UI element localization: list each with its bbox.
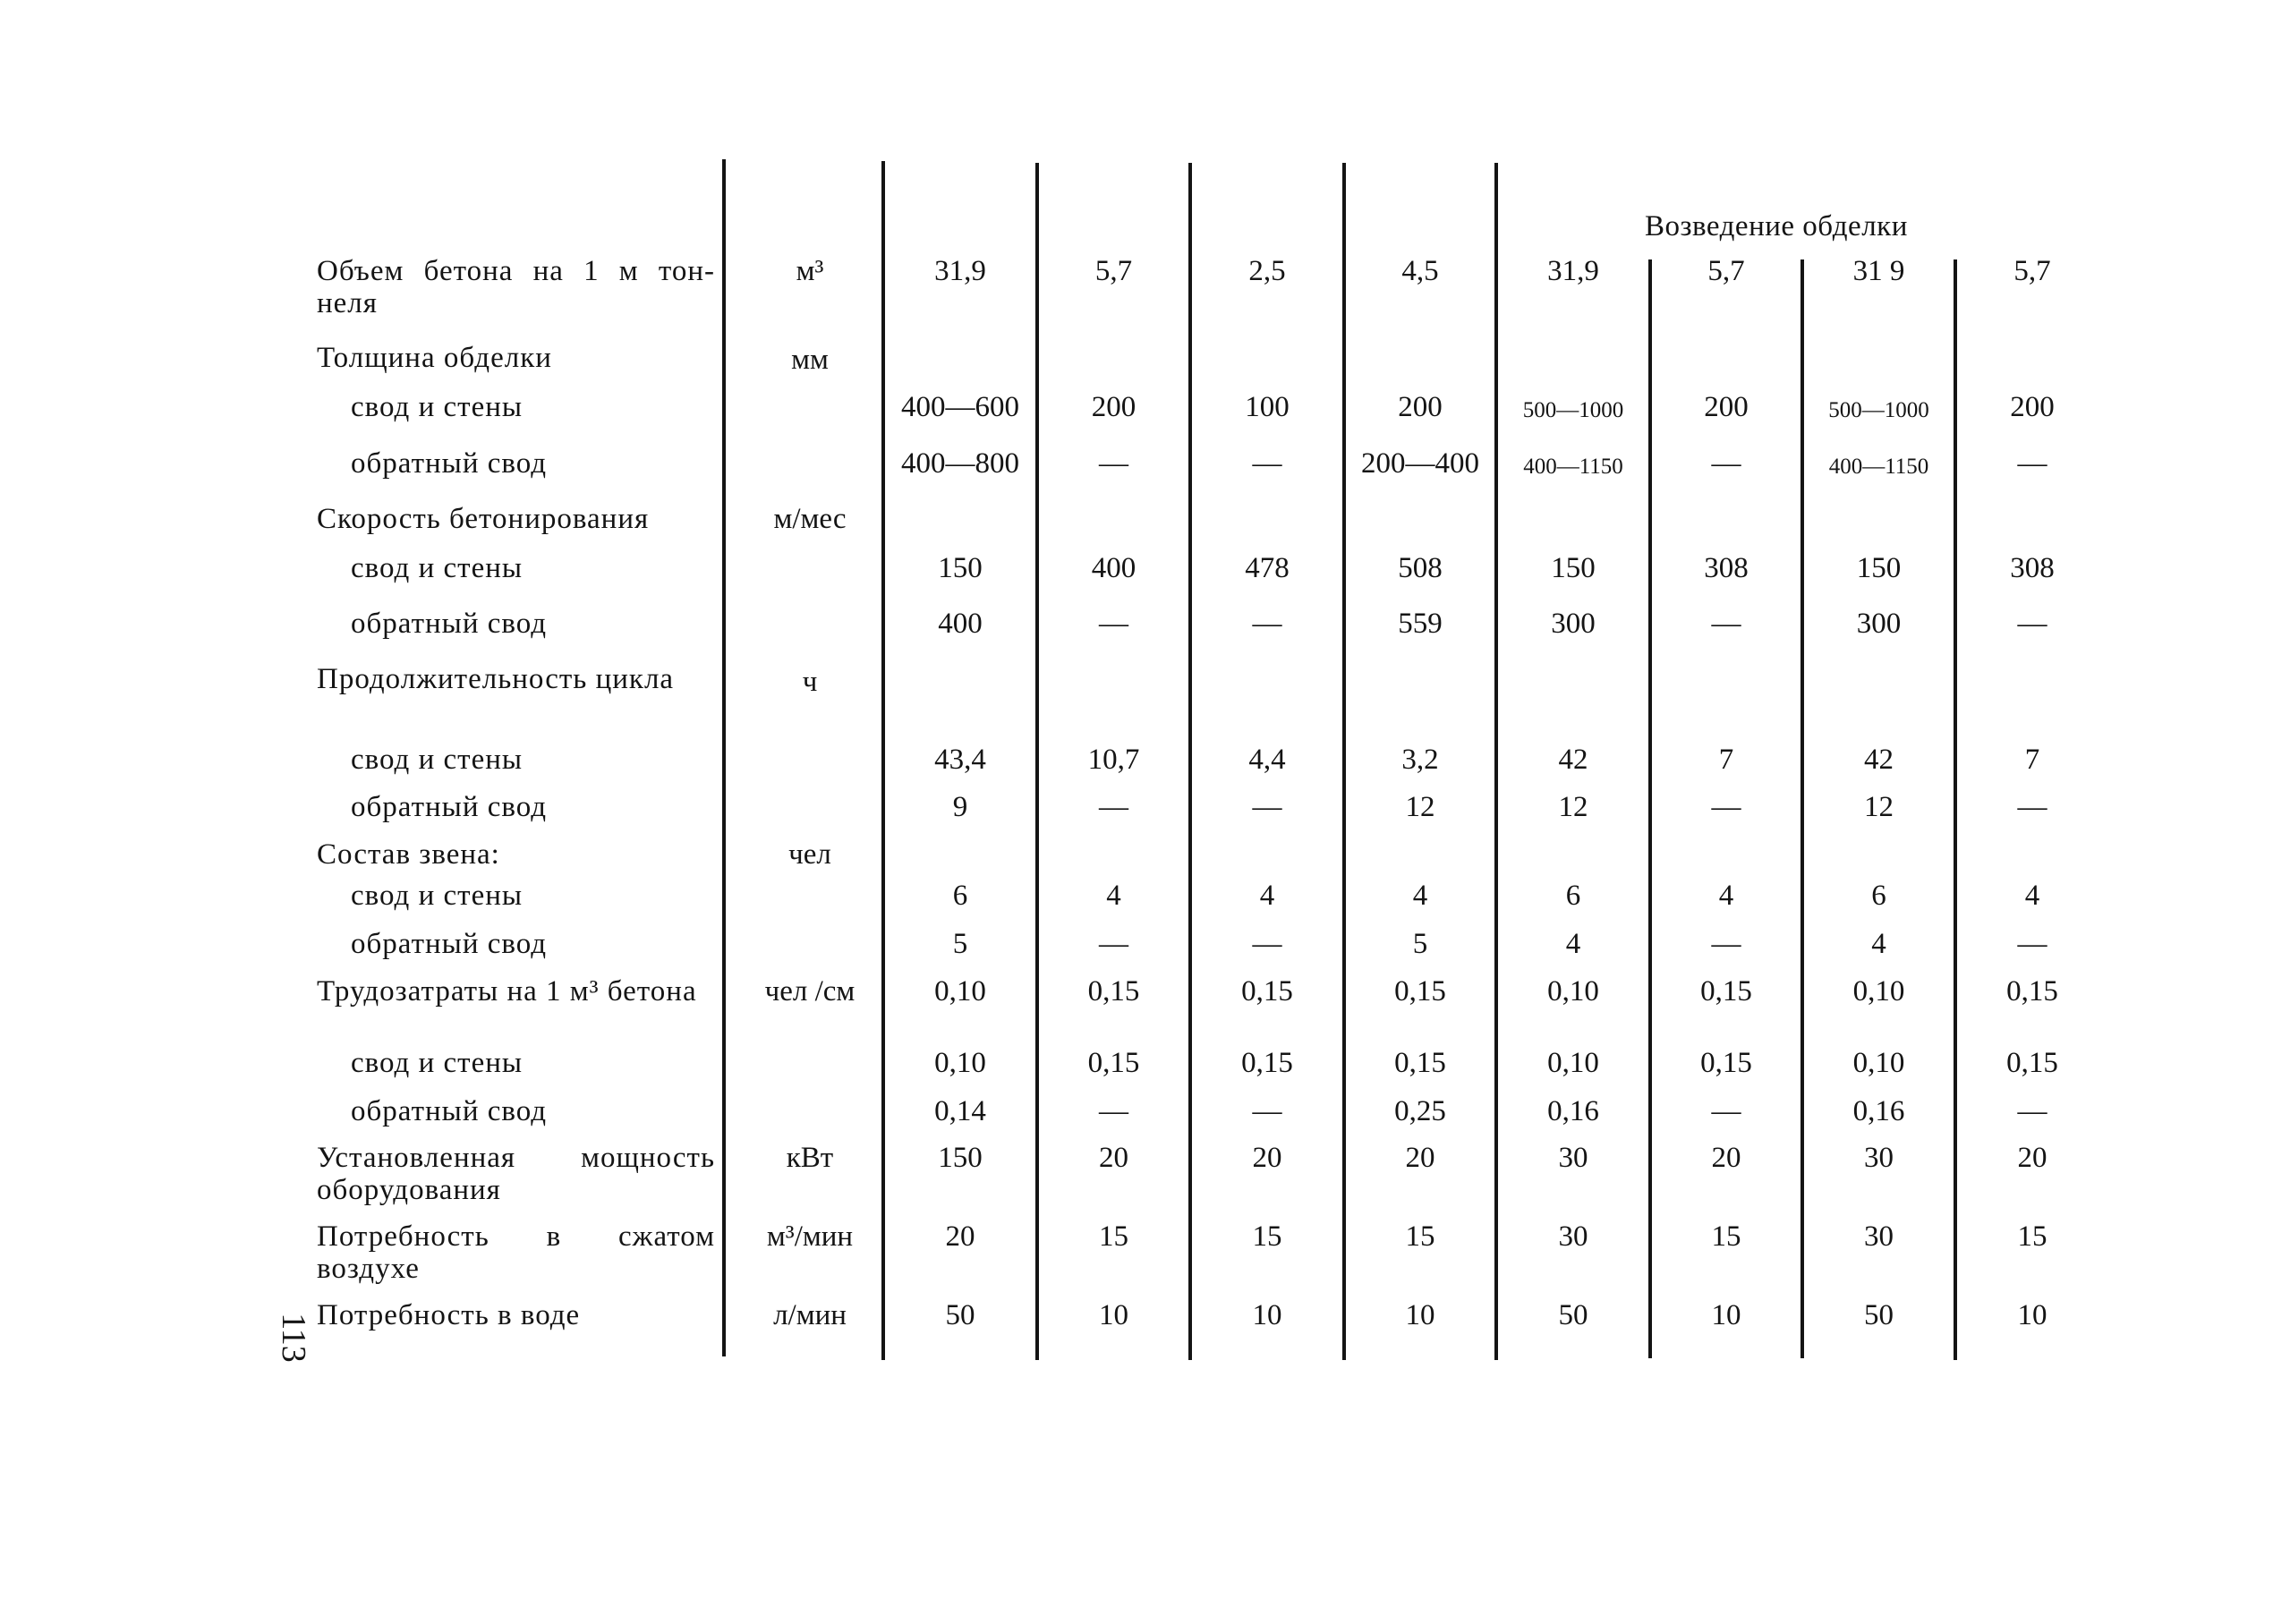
- table-cell: 10: [2017, 1299, 2047, 1331]
- table-cell: 6: [1871, 880, 1886, 912]
- unit-cell: ч: [802, 666, 818, 698]
- row-label: Скорость бетонирования: [317, 503, 650, 535]
- table-cell: 500—1000: [1522, 398, 1624, 422]
- table-cell: 300: [1856, 608, 1902, 640]
- table-cell: 12: [1864, 791, 1894, 823]
- table-cell: 0,16: [1852, 1095, 1905, 1127]
- table-cell: 30: [1864, 1142, 1894, 1174]
- table-cell: 4: [1871, 928, 1886, 960]
- row-label: Объем бетона на 1 м тон-неля: [317, 255, 715, 319]
- table-cell: 0,15: [1394, 975, 1446, 1008]
- table-cell: 0,15: [2006, 1047, 2058, 1079]
- unit-cell: кВт: [786, 1142, 834, 1174]
- table-cell: 31,9: [934, 255, 986, 287]
- table-cell: 15: [1099, 1220, 1128, 1253]
- table-cell: 42: [1864, 744, 1894, 776]
- table-cell: 4: [1565, 928, 1581, 960]
- table-cell: 0,10: [1852, 975, 1905, 1008]
- unit-cell: чел /см: [764, 975, 856, 1008]
- table-cell: 10: [1711, 1299, 1741, 1331]
- table-cell: —: [1252, 447, 1282, 480]
- table-cell: —: [1252, 1095, 1282, 1127]
- table-cell: 500—1000: [1828, 398, 1929, 422]
- table-cell: —: [1099, 608, 1128, 640]
- table-cell: —: [1711, 608, 1741, 640]
- table-cell: 4: [1412, 880, 1428, 912]
- table-cell: 308: [1704, 552, 1749, 584]
- table-cell: 200: [1704, 391, 1749, 423]
- table-cell: —: [2017, 928, 2047, 960]
- table-cell: —: [1711, 928, 1741, 960]
- column-rule: [722, 159, 726, 1356]
- table-cell: 4: [1718, 880, 1734, 912]
- table-cell: 10: [1099, 1299, 1128, 1331]
- table-cell: 0,15: [2006, 975, 2058, 1008]
- table-cell: 4,4: [1248, 744, 1286, 776]
- row-label: обратный свод: [351, 608, 548, 640]
- table-cell: 31,9: [1547, 255, 1599, 287]
- table-cell: 200: [1091, 391, 1136, 423]
- table-cell: —: [1099, 928, 1128, 960]
- row-label: свод и стены: [351, 744, 524, 776]
- table-cell: 559: [1398, 608, 1443, 640]
- table-cell: 400: [938, 608, 983, 640]
- table-cell: 50: [1864, 1299, 1894, 1331]
- table-cell: 0,14: [934, 1095, 986, 1127]
- table-cell: —: [2017, 791, 2047, 823]
- table-cell: 30: [1558, 1220, 1588, 1253]
- table-cell: 15: [1252, 1220, 1282, 1253]
- table-cell: 5,7: [1094, 255, 1133, 287]
- row-label: обратный свод: [351, 791, 548, 823]
- table-cell: 20: [2017, 1142, 2047, 1174]
- table-cell: —: [2017, 1095, 2047, 1127]
- table-cell: —: [1252, 791, 1282, 823]
- table-cell: 0,15: [1087, 1047, 1140, 1079]
- table-cell: 12: [1558, 791, 1588, 823]
- table-cell: 0,15: [1241, 1047, 1293, 1079]
- row-label: Толщина обделки: [317, 342, 552, 374]
- table-cell: 0,15: [1700, 975, 1752, 1008]
- table-cell: 400—600: [901, 391, 1019, 423]
- table-cell: 7: [2024, 744, 2040, 776]
- table-cell: 30: [1864, 1220, 1894, 1253]
- table-cell: 43,4: [934, 744, 986, 776]
- table-cell: 0,15: [1700, 1047, 1752, 1079]
- table-cell: 31 9: [1852, 255, 1905, 287]
- table-cell: 3,2: [1401, 744, 1439, 776]
- table-cell: 400—1150: [1523, 455, 1623, 479]
- table-cell: —: [1711, 1095, 1741, 1127]
- column-group-title: Возведение обделки: [1645, 210, 1908, 242]
- table-cell: 15: [1711, 1220, 1741, 1253]
- table-cell: 150: [938, 1142, 983, 1174]
- table-cell: 0,10: [1547, 975, 1599, 1008]
- table-cell: 4: [1106, 880, 1121, 912]
- table-cell: 20: [1099, 1142, 1128, 1174]
- table-cell: 0,15: [1087, 975, 1140, 1008]
- row-label: свод и стены: [351, 391, 524, 423]
- table-cell: 200: [2010, 391, 2055, 423]
- table-cell: 7: [1718, 744, 1734, 776]
- table-cell: 200—400: [1361, 447, 1479, 480]
- table-cell: 10: [1252, 1299, 1282, 1331]
- table-cell: —: [1711, 447, 1741, 480]
- table-cell: 0,16: [1547, 1095, 1599, 1127]
- row-label: свод и стены: [351, 552, 524, 584]
- unit-cell: чел: [788, 838, 831, 871]
- row-label: свод и стены: [351, 880, 524, 912]
- table-cell: 5,7: [2013, 255, 2051, 287]
- table-cell: 20: [1405, 1142, 1435, 1174]
- table-cell: —: [1252, 608, 1282, 640]
- table-cell: 20: [945, 1220, 975, 1253]
- table-cell: 0,10: [1547, 1047, 1599, 1079]
- unit-cell: мм: [791, 344, 829, 376]
- table-cell: 100: [1245, 391, 1290, 423]
- table-cell: 400—800: [901, 447, 1019, 480]
- unit-cell: м³: [796, 255, 824, 287]
- table-cell: 5: [952, 928, 968, 960]
- table-cell: 9: [952, 791, 968, 823]
- row-label: обратный свод: [351, 447, 548, 480]
- table-cell: 10: [1405, 1299, 1435, 1331]
- table-cell: 6: [952, 880, 968, 912]
- row-label: Установленная мощность оборудования: [317, 1142, 715, 1206]
- table-cell: 400—1150: [1828, 455, 1929, 479]
- table-cell: 5,7: [1707, 255, 1745, 287]
- table-cell: 12: [1405, 791, 1435, 823]
- table-cell: 200: [1398, 391, 1443, 423]
- table-cell: 308: [2010, 552, 2055, 584]
- table-cell: 5: [1412, 928, 1428, 960]
- table-cell: —: [2017, 608, 2047, 640]
- table-cell: —: [1099, 447, 1128, 480]
- table-cell: 20: [1252, 1142, 1282, 1174]
- unit-cell: л/мин: [773, 1299, 847, 1331]
- table-cell: 50: [945, 1299, 975, 1331]
- table-cell: 150: [938, 552, 983, 584]
- table-cell: 15: [1405, 1220, 1435, 1253]
- table-cell: —: [2017, 447, 2047, 480]
- row-label: обратный свод: [351, 1095, 548, 1127]
- row-label: Потребность в сжатом воздухе: [317, 1220, 715, 1285]
- table-cell: 30: [1558, 1142, 1588, 1174]
- row-label: Потребность в воде: [317, 1299, 581, 1331]
- table-cell: 400: [1091, 552, 1136, 584]
- table-cell: 150: [1551, 552, 1596, 584]
- table-cell: 300: [1551, 608, 1596, 640]
- table-cell: 478: [1245, 552, 1290, 584]
- table-cell: 10,7: [1087, 744, 1140, 776]
- table-cell: 0,15: [1241, 975, 1293, 1008]
- table-cell: 0,10: [934, 975, 986, 1008]
- row-label: обратный свод: [351, 928, 548, 960]
- unit-cell: м/мес: [773, 503, 847, 535]
- table-cell: 2,5: [1248, 255, 1286, 287]
- row-label: свод и стены: [351, 1047, 524, 1079]
- table-cell: —: [1099, 791, 1128, 823]
- unit-cell: м³/мин: [766, 1220, 854, 1253]
- table-cell: 4: [1259, 880, 1275, 912]
- table-cell: 150: [1856, 552, 1902, 584]
- table-cell: 4: [2024, 880, 2040, 912]
- table-cell: 15: [2017, 1220, 2047, 1253]
- row-label: Трудозатраты на 1 м³ бетона: [317, 975, 697, 1008]
- table-cell: —: [1252, 928, 1282, 960]
- table-cell: 0,25: [1394, 1095, 1446, 1127]
- table-cell: 6: [1565, 880, 1581, 912]
- table-cell: 0,10: [1852, 1047, 1905, 1079]
- table-cell: 0,10: [934, 1047, 986, 1079]
- table-cell: 20: [1711, 1142, 1741, 1174]
- row-label: Состав звена:: [317, 838, 500, 871]
- table-cell: 42: [1558, 744, 1588, 776]
- table-cell: 0,15: [1394, 1047, 1446, 1079]
- table-cell: 4,5: [1401, 255, 1439, 287]
- row-label: Продолжительность цикла: [317, 663, 675, 695]
- table-cell: 50: [1558, 1299, 1588, 1331]
- table-cell: —: [1711, 791, 1741, 823]
- page-number: 113: [274, 1313, 312, 1363]
- table-cell: 508: [1398, 552, 1443, 584]
- table-cell: —: [1099, 1095, 1128, 1127]
